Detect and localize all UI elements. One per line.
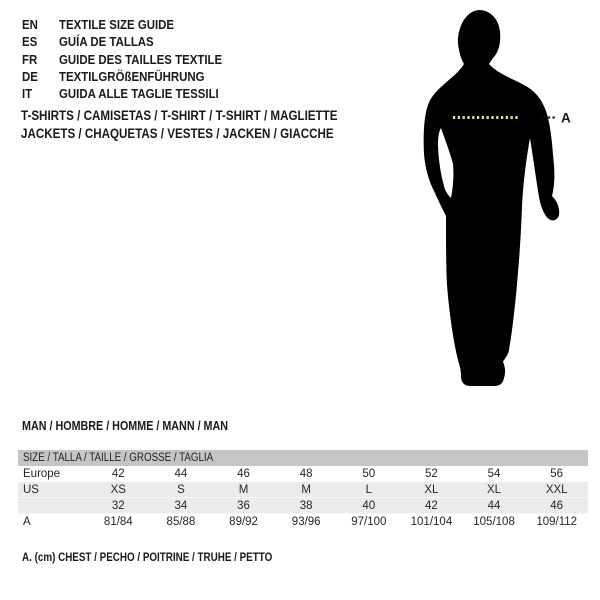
size-value: 101/104 — [410, 516, 453, 528]
size-value: 38 — [299, 500, 313, 512]
language-row — [22, 68, 244, 85]
language-label: GUIDA ALLE TAGLIE TESSILI — [59, 86, 219, 102]
size-value: 46 — [237, 468, 250, 480]
category-line: T-SHIRTS / CAMISETAS / T-SHIRT / T-SHIRT / MAGLIETTE — [21, 108, 338, 123]
row-label — [18, 498, 87, 514]
category-line: JACKETS / CHAQUETAS / VESTES / JACKEN / GIACCHE — [21, 126, 334, 141]
measurement-footnote — [22, 550, 327, 564]
row-label: Europe — [23, 468, 61, 480]
figure-silhouette — [405, 0, 600, 400]
size-value: 42 — [111, 468, 125, 480]
size-value: 93/96 — [291, 516, 321, 528]
size-value: XXL — [545, 484, 568, 496]
size-value: 48 — [299, 468, 313, 480]
language-label: GUIDE DES TAILLES TEXTILE — [59, 51, 223, 67]
language-row — [22, 51, 244, 68]
size-value: XL — [487, 484, 502, 496]
size-value: 32 — [111, 500, 125, 512]
language-code: DE — [22, 68, 38, 84]
size-table — [18, 450, 588, 530]
language-row — [22, 33, 244, 50]
size-table-header — [18, 450, 588, 466]
size-value: 36 — [237, 500, 250, 512]
language-row — [22, 85, 244, 102]
measurement-footnote-text: A. (cm) CHEST / PECHO / POITRINE / TRUHE / PETTO — [22, 550, 273, 564]
language-code: EN — [22, 17, 38, 32]
size-value: 56 — [550, 468, 564, 480]
row-label: A — [23, 516, 31, 528]
table-row — [18, 466, 588, 482]
language-label: TEXTILGRÖßENFÜHRUNG — [59, 68, 205, 84]
section-title — [22, 419, 262, 433]
size-value: 42 — [425, 500, 438, 512]
size-value: 46 — [550, 500, 564, 512]
size-value: 89/92 — [229, 516, 258, 528]
size-value: 40 — [362, 500, 376, 512]
language-code: IT — [22, 86, 33, 102]
size-value: 109/112 — [536, 516, 578, 528]
man-silhouette-shape — [424, 10, 560, 386]
size-value: 85/88 — [166, 516, 196, 528]
size-value: 54 — [487, 468, 501, 480]
size-value: M — [238, 484, 249, 496]
size-value: 44 — [487, 500, 501, 512]
language-label: GUÍA DE TALLAS — [59, 34, 154, 50]
size-value: 105/108 — [473, 516, 515, 528]
language-label: TEXTILE SIZE GUIDE — [59, 17, 175, 32]
size-value: 50 — [362, 468, 376, 480]
size-table-body — [18, 466, 588, 530]
size-value: 52 — [425, 468, 438, 480]
size-value: 81/84 — [103, 516, 133, 528]
section-title-text: MAN / HOMBRE / HOMME / MANN / MAN — [22, 419, 229, 433]
table-row — [18, 498, 588, 514]
measure-label-a: A — [561, 110, 571, 126]
language-list — [22, 16, 244, 102]
row-label: US — [23, 484, 39, 496]
language-row — [22, 16, 244, 33]
language-code: ES — [22, 34, 38, 50]
size-value: XS — [110, 484, 126, 496]
language-code: FR — [22, 51, 38, 67]
size-value: 97/100 — [351, 516, 387, 528]
table-row — [18, 514, 588, 530]
size-value: 34 — [174, 500, 188, 512]
category-list — [21, 107, 389, 143]
size-value: XL — [424, 484, 439, 496]
table-row — [18, 482, 588, 498]
size-table-header-text: SIZE / TALLA / TAILLE / GRÖSSE / TAGLIA — [23, 452, 214, 464]
size-value: S — [177, 484, 185, 496]
size-value: M — [301, 484, 311, 496]
size-value: 44 — [174, 468, 188, 480]
size-value: L — [365, 484, 373, 496]
